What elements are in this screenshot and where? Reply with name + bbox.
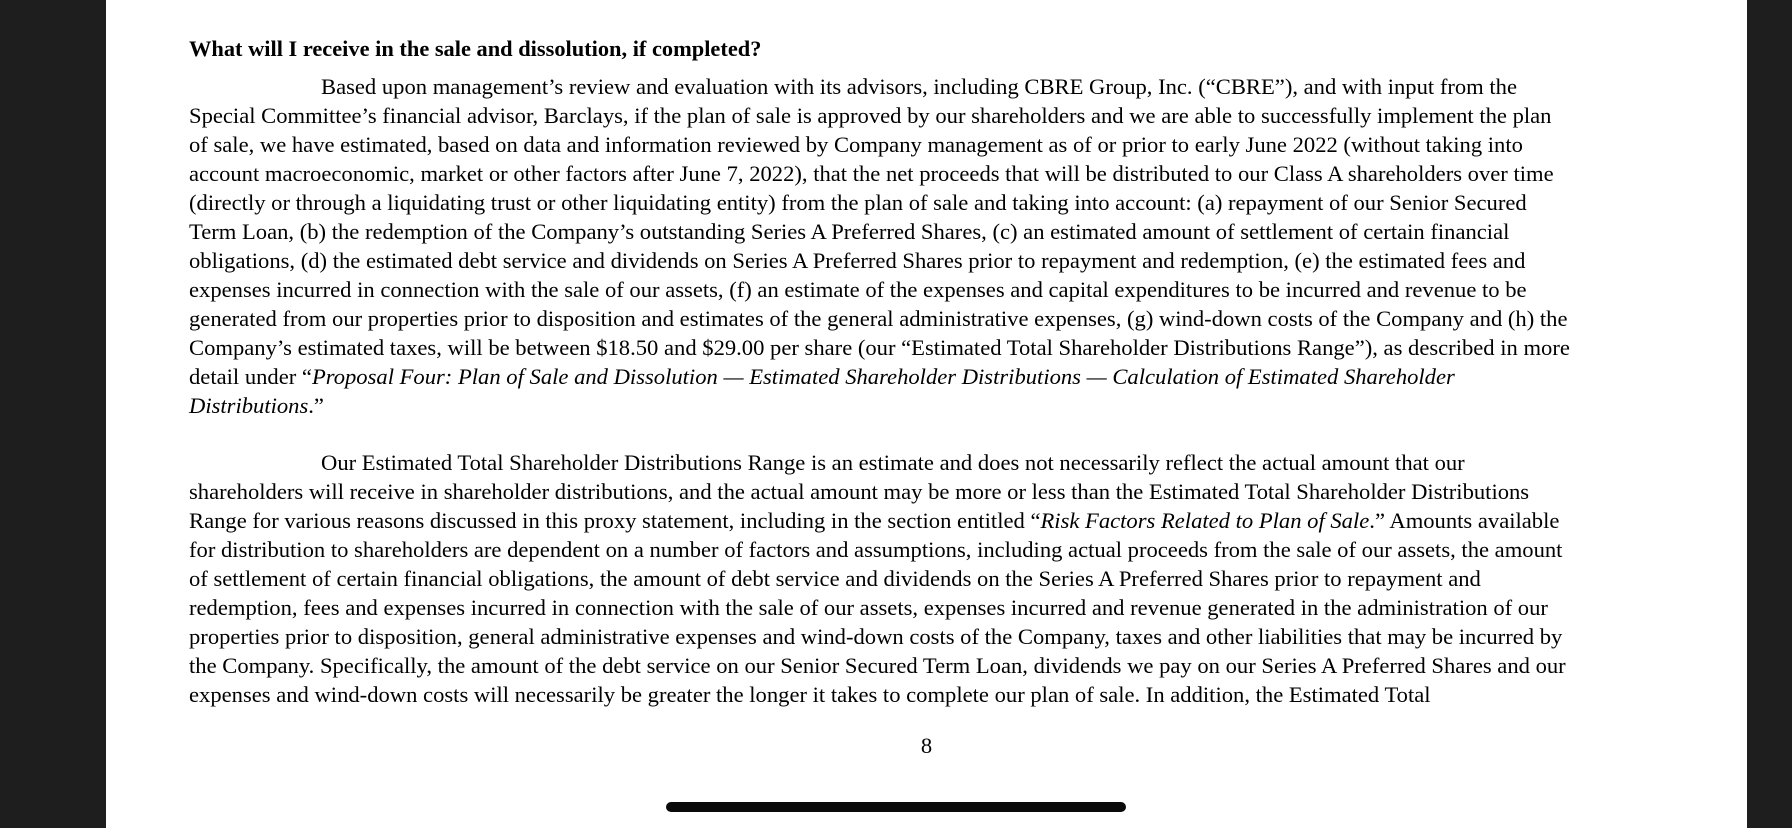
text-fragment: Range for various reasons discussed in this proxy statement, including in the section entitled “	[189, 508, 1041, 533]
text-line	[189, 506, 1669, 535]
text-fragment: detail under “	[189, 364, 312, 389]
cross-reference-italic: Proposal Four: Plan of Sale and Dissolution — Estimated Shareholder Distributions — Calculation of Estimated Shareholder	[311, 364, 1455, 389]
text-fragment: .”	[308, 393, 324, 418]
text-line: expenses incurred in connection with the sale of our assets, (f) an estimate of the expenses and capital expenditures to be incurred and revenue to be	[189, 277, 1527, 302]
section-heading: What will I receive in the sale and dissolution, if completed?	[189, 36, 762, 61]
home-indicator-bar[interactable]	[666, 802, 1126, 812]
page-number: 8	[920, 733, 933, 758]
cross-reference-italic: Risk Factors Related to Plan of Sale	[1040, 508, 1370, 533]
text-line: the Company. Specifically, the amount of the debt service on our Senior Secured Term Loan, dividends we pay on our Series A Preferred Shares and our	[189, 653, 1566, 678]
text-line	[189, 362, 1669, 391]
paragraph-range-disclaimer	[189, 448, 1669, 709]
text-line: Company’s estimated taxes, will be between $18.50 and $29.00 per share (our “Estimated Total Shareholder Distributions Range”), as described in more	[189, 335, 1570, 360]
text-line	[189, 391, 1669, 420]
cross-reference-italic: Distributions	[189, 393, 309, 418]
text-line: account macroeconomic, market or other factors after June 7, 2022), that the net proceeds that will be distributed to our Class A shareholders over time	[189, 161, 1554, 186]
document-page	[106, 0, 1747, 828]
text-line: expenses and wind-down costs will necessarily be greater the longer it takes to complete our plan of sale. In addition, the Estimated Total	[189, 682, 1431, 707]
text-line: shareholders will receive in shareholder distributions, and the actual amount may be more or less than the Estimated Total Shareholder Distributions	[189, 479, 1530, 504]
text-line: for distribution to shareholders are dependent on a number of factors and assumptions, including actual proceeds from the sale of our assets, the amount	[189, 537, 1563, 562]
text-line: Based upon management’s review and evaluation with its advisors, including CBRE Group, Inc. (“CBRE”), and with input from the	[321, 74, 1517, 99]
paragraph-estimate	[189, 72, 1669, 420]
text-fragment: .” Amounts available	[1369, 508, 1560, 533]
text-line: of sale, we have estimated, based on data and information reviewed by Company management as of or prior to early June 2022 (without taking into	[189, 132, 1523, 157]
text-line: Term Loan, (b) the redemption of the Company’s outstanding Series A Preferred Shares, (c) an estimated amount of settlement of certain financial	[189, 219, 1510, 244]
text-line: Our Estimated Total Shareholder Distributions Range is an estimate and does not necessarily reflect the actual amount that our	[321, 450, 1465, 475]
text-line: Special Committee’s financial advisor, Barclays, if the plan of sale is approved by our shareholders and we are able to successfully implement the plan	[189, 103, 1552, 128]
page-content	[189, 34, 1669, 709]
text-line: generated from our properties prior to disposition and estimates of the general administrative expenses, (g) wind-down costs of the Company and (h) the	[189, 306, 1568, 331]
text-line: obligations, (d) the estimated debt service and dividends on Series A Preferred Shares prior to repayment and redemption, (e) the estimated fees and	[189, 248, 1526, 273]
text-line: of settlement of certain financial obligations, the amount of debt service and dividends on the Series A Preferred Shares prior to repayment and	[189, 566, 1481, 591]
text-line: redemption, fees and expenses incurred in connection with the sale of our assets, expenses incurred and revenue generated in the administration of our	[189, 595, 1548, 620]
paragraph-spacer	[189, 420, 1669, 448]
text-line: properties prior to disposition, general administrative expenses and wind-down costs of the Company, taxes and other liabilities that may be incurred by	[189, 624, 1563, 649]
text-line: (directly or through a liquidating trust or other liquidating entity) from the plan of sale and taking into account: (a) repayment of our Senior Secured	[189, 190, 1527, 215]
